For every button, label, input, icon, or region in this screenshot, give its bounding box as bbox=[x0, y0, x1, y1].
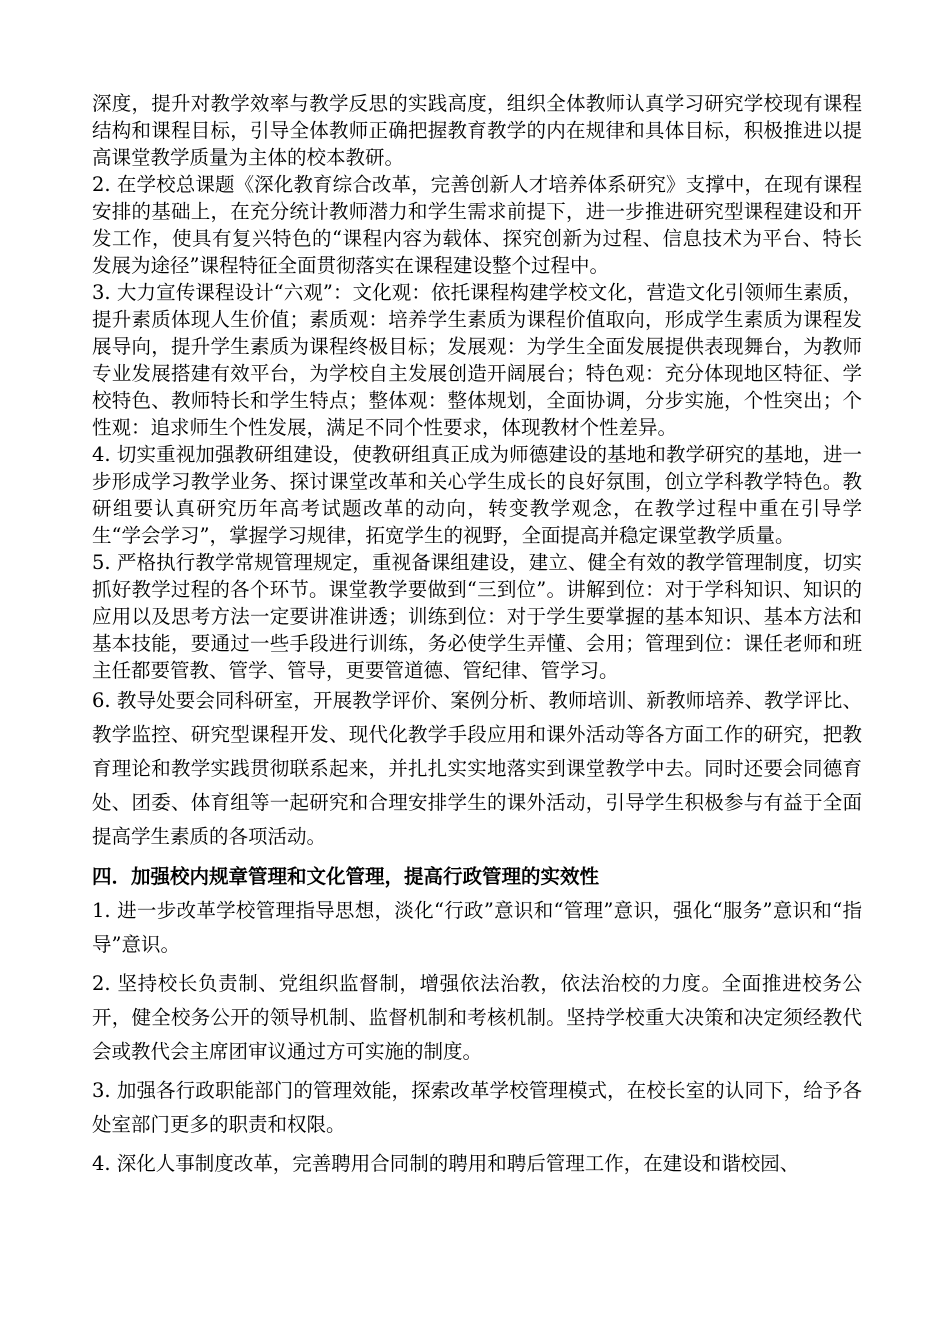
document-page bbox=[92, 90, 862, 1186]
paragraph-item-4: 4. 切实重视加强教研组建设，使教研组真正成为师德建设的基地和教学研究的基地，进一步形成学习教学业务、探讨课堂改革和关心学生成长的良好氛围，创立学科教学特色。教研组要认真研究历年高考试题改革的动向，转变教学观念，在教学过程中重在引导学生“学会学习”，掌握学习规律，拓宽学生的视野，全面提高并稳定课堂教学质量。 bbox=[92, 443, 862, 547]
admin-item-4: 4. 深化人事制度改革，完善聘用合同制的聘用和聘后管理工作，在建设和谐校园、 bbox=[92, 1152, 800, 1175]
section-heading: 四．加强校内规章管理和文化管理，提高行政管理的实效性 bbox=[92, 865, 600, 888]
paragraph-item-5: 5. 严格执行教学常规管理规定，重视备课组建设，建立、健全有效的教学管理制度，切实抓好教学过程的各个环节。课堂教学要做到“三到位”。讲解到位：对于学科知识、知识的应用以及思考方法一定要讲准讲透；训练到位：对于学生要掌握的基本知识、基本方法和基本技能，要通过一些手段进行训练，务必使学生弄懂、会用；管理到位：课任老师和班主任都要管教、管学、管导，更要管道德、管纪律、管学习。 bbox=[92, 551, 862, 682]
admin-item-2: 2. 坚持校长负责制、党组织监督制，增强依法治教，依法治校的力度。全面推进校务公开，健全校务公开的领导机制、监督机制和考核机制。坚持学校重大决策和决定须经教代会或教代会主席团审议通过方可实施的制度。 bbox=[92, 972, 862, 1063]
paragraph-item-2: 2. 在学校总课题《深化教育综合改革，完善创新人才培养体系研究》支撑中，在现有课程安排的基础上，在充分统计教师潜力和学生需求前提下，进一步推进研究型课程建设和开发工作，使具有复兴特色的“课程内容为载体、探究创新为过程、信息技术为平台、特长发展为途径”课程特征全面贯彻落实在课程建设整个过程中。 bbox=[92, 173, 862, 277]
admin-item-1: 1. 进一步改革学校管理指导思想，淡化“行政”意识和“管理”意识，强化“服务”意识和“指导”意识。 bbox=[92, 899, 862, 956]
paragraph-item-3: 3. 大力宣传课程设计“六观”：文化观：依托课程构建学校文化，营造文化引领师生素质，提升素质体现人生价值；素质观：培养学生素质为课程价值取向，形成学生素质为课程发展导向，提升学生素质为课程终极目标；发展观：为学生全面发展提供表现舞台，为教师专业发展搭建有效平台，为学校自主发展创造开阔展台；特色观：充分体现地区特征、学校特色、教师特长和学生特点；整体观：整体规划，全面协调，分步实施，个性突出；个性观：追求师生个性发展，满足不同个性要求，体现教材个性差异。 bbox=[92, 281, 862, 439]
paragraph-continuation: 深度，提升对教学效率与教学反思的实践高度，组织全体教师认真学习研究学校现有课程结构和课程目标，引导全体教师正确把握教育教学的内在规律和具体目标，积极推进以提高课堂教学质量为主体的校本教研。 bbox=[92, 92, 862, 169]
admin-item-3: 3. 加强各行政职能部门的管理效能，探索改革学校管理模式，在校长室的认同下，给予各处室部门更多的职责和权限。 bbox=[92, 1079, 862, 1136]
paragraph-item-6: 6. 教导处要会同科研室，开展教学评价、案例分析、教师培训、新教师培养、教学评比、教学监控、研究型课程开发、现代化教学手段应用和课外活动等各方面工作的研究，把教育理论和教学实践贯彻联系起来，并扎扎实实地落实到课堂教学中去。同时还要会同德育处、团委、体育组等一起研究和合理安排学生的课外活动，引导学生积极参与有益于全面提高学生素质的各项活动。 bbox=[92, 689, 862, 848]
